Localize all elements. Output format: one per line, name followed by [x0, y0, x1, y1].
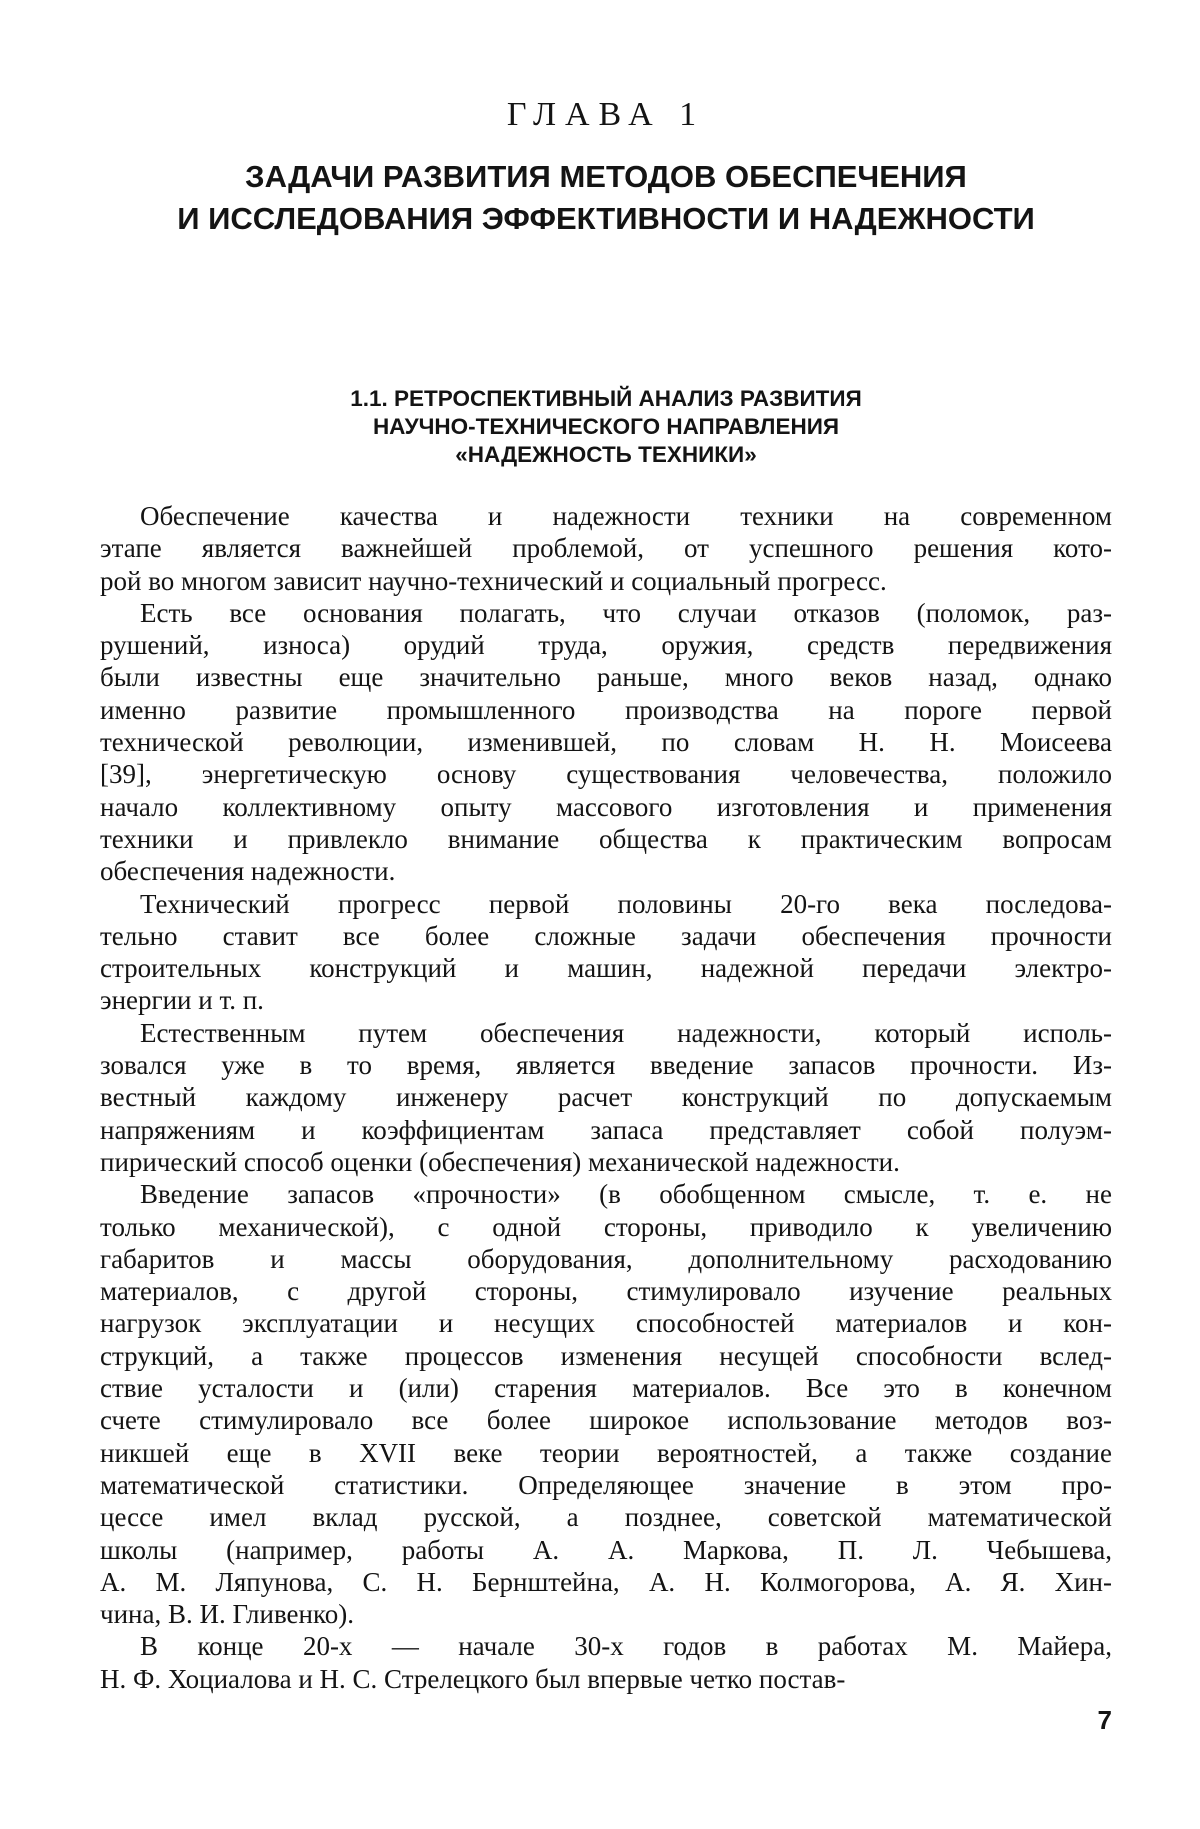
paragraph: [100, 1178, 1112, 1630]
text-line: Обеспечение качества и надежности техники на современном: [140, 501, 1112, 531]
text-line: Н. Ф. Хоциалова и Н. С. Стрелецкого был впервые четко постав-: [100, 1663, 846, 1694]
text-line: были известны еще значительно раньше, много веков назад, однако: [100, 662, 1112, 693]
text-line: А. М. Ляпунова, С. Н. Бернштейна, А. Н. Колмогорова, А. Я. Хин-: [100, 1566, 1112, 1597]
text-line: зовался уже в то время, является введение запасов прочности. Из-: [100, 1050, 1112, 1081]
text-line: струкций, а также процессов изменения несущей способности вслед-: [100, 1340, 1112, 1371]
text-line: технической революции, изменившей, по словам Н. Н. Моисеева: [100, 727, 1112, 758]
chapter-label: ГЛАВА 1: [506, 96, 706, 133]
text-line: рой во многом зависит научно-технический и социальный прогресс.: [100, 565, 887, 596]
text-line: обеспечения надежности.: [100, 856, 396, 887]
text-line: рушений, износа) орудий труда, оружия, средств передвижения: [100, 630, 1112, 661]
text-line: напряжениям и коэффициентам запаса представляет собой полуэм-: [100, 1114, 1112, 1145]
chapter-title-line: ЗАДАЧИ РАЗВИТИЯ МЕТОДОВ ОБЕСПЕЧЕНИЯ: [245, 159, 967, 194]
paragraph: [100, 597, 1112, 888]
book-page: [100, 0, 1112, 1829]
text-line: Естественным путем обеспечения надежности, который исполь-: [140, 1017, 1112, 1048]
text-line: никшей еще в XVII веке теории вероятностей, а также создание: [100, 1437, 1112, 1468]
chapter-title-line: И ИССЛЕДОВАНИЯ ЭФФЕКТИВНОСТИ И НАДЕЖНОСТИ: [177, 201, 1035, 236]
section-heading-line: «НАДЕЖНОСТЬ ТЕХНИКИ»: [455, 442, 757, 467]
text-line: цессе имел вклад русской, а позднее, советской математической: [100, 1502, 1112, 1533]
section-heading-line: 1.1. РЕТРОСПЕКТИВНЫЙ АНАЛИЗ РАЗВИТИЯ: [350, 386, 862, 411]
text-line: именно развитие промышленного производства на пороге первой: [100, 694, 1112, 725]
text-line: пирический способ оценки (обеспечения) механической надежности.: [100, 1146, 900, 1177]
paragraph: [100, 500, 1112, 597]
text-line: счете стимулировало все более широкое использование методов воз-: [100, 1405, 1112, 1436]
text-line: Введение запасов «прочности» (в обобщенном смысле, т. е. не: [140, 1179, 1112, 1210]
text-line: габаритов и массы оборудования, дополнительному расходованию: [100, 1243, 1112, 1274]
chapter-title: [100, 156, 1112, 240]
text-line: нагрузок эксплуатации и несущих способностей материалов и кон-: [100, 1308, 1112, 1339]
section-heading-line: НАУЧНО-ТЕХНИЧЕСКОГО НАПРАВЛЕНИЯ: [372, 414, 840, 439]
text-line: начало коллективному опыту массового изготовления и применения: [100, 791, 1112, 822]
text-line: [39], энергетическую основу существования человечества, положило: [100, 759, 1112, 790]
paragraph: [100, 1017, 1112, 1178]
text-line: Есть все основания полагать, что случаи отказов (поломок, раз-: [140, 597, 1112, 628]
text-line: В конце 20-х — начале 30-х годов в работах М. Майера,: [140, 1631, 1112, 1662]
section-heading: [100, 385, 1112, 469]
text-line: только механической), с одной стороны, приводило к увеличению: [100, 1211, 1112, 1242]
paragraph: [100, 1630, 1112, 1695]
text-line: этапе является важнейшей проблемой, от успешного решения кото-: [100, 533, 1112, 564]
text-line: материалов, с другой стороны, стимулировало изучение реальных: [100, 1276, 1112, 1307]
text-line: тельно ставит все более сложные задачи обеспечения прочности: [100, 920, 1112, 951]
text-line: математической статистики. Определяющее значение в этом про-: [100, 1469, 1112, 1500]
text-line: техники и привлекло внимание общества к практическим вопросам: [100, 823, 1112, 854]
text-line: строительных конструкций и машин, надежной передачи электро-: [100, 953, 1112, 984]
body-text: [100, 500, 1112, 1695]
text-line: Технический прогресс первой половины 20-го века последова-: [140, 888, 1112, 919]
text-line: вестный каждому инженеру расчет конструкций по допускаемым: [100, 1082, 1112, 1113]
text-line: чина, В. И. Гливенко).: [100, 1599, 354, 1630]
page-number: 7: [1097, 1705, 1112, 1735]
paragraph: [100, 888, 1112, 1017]
text-line: школы (например, работы А. А. Маркова, П. Л. Чебышева,: [100, 1534, 1112, 1565]
text-line: энергии и т. п.: [100, 985, 264, 1016]
text-line: ствие усталости и (или) старения материалов. Все это в конечном: [100, 1373, 1112, 1404]
